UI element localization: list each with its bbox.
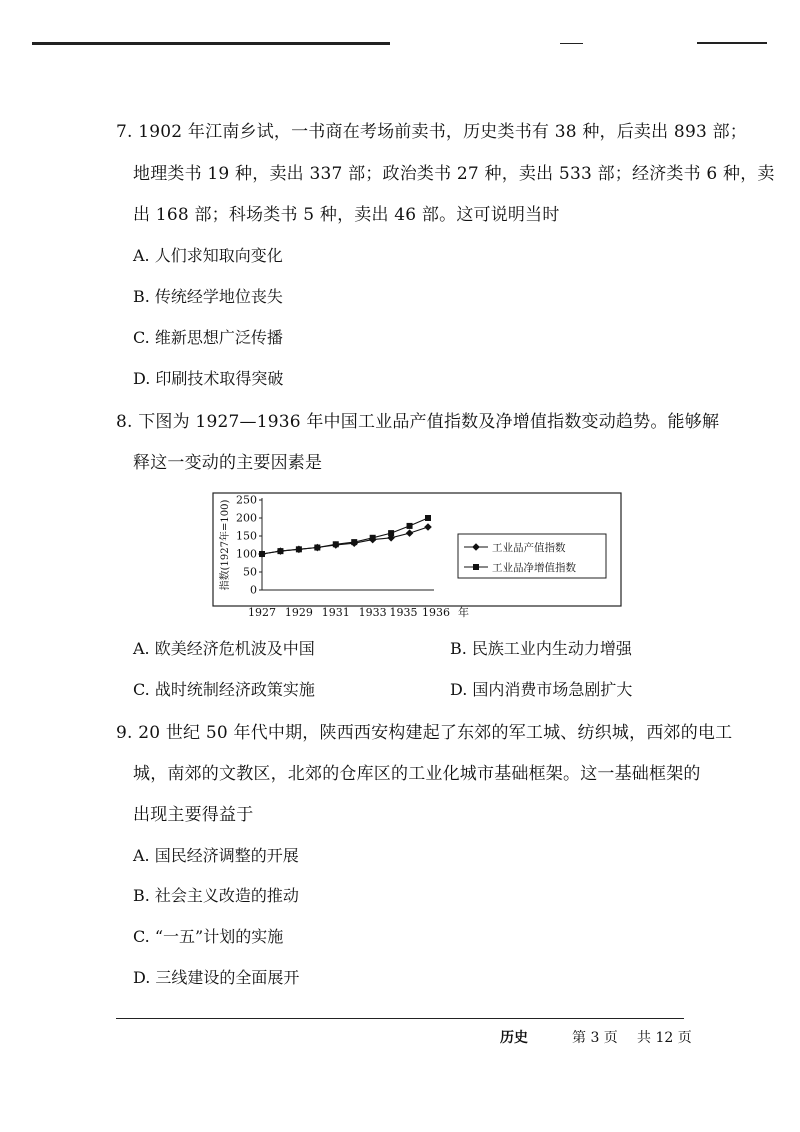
data-point-square bbox=[296, 546, 302, 552]
question-9-line-3: 出现主要得益于 bbox=[133, 805, 254, 825]
data-point-diamond bbox=[424, 523, 432, 531]
x-tick-label: 1929 bbox=[284, 606, 313, 618]
legend-marker-square bbox=[473, 564, 479, 570]
y-tick-label: 0 bbox=[250, 583, 257, 597]
top-rule-right bbox=[697, 42, 767, 44]
question-9-option-d[interactable]: D. 三线建设的全面展开 bbox=[133, 968, 300, 987]
top-rule-middle bbox=[560, 43, 583, 44]
data-point-square bbox=[388, 530, 394, 536]
footer-page-number: 第 3 页 bbox=[572, 1030, 618, 1046]
x-tick-label: 1935 bbox=[389, 606, 418, 618]
data-point-square bbox=[370, 535, 376, 541]
question-8-option-d[interactable]: D. 国内消费市场急剧扩大 bbox=[450, 680, 633, 699]
data-point-square bbox=[277, 548, 283, 554]
question-7-line-1: 7. 1902 年江南乡试，一书商在考场前卖书，历史类书有 38 种，后卖出 893 部； bbox=[116, 122, 747, 142]
question-7-option-d[interactable]: D. 印刷技术取得突破 bbox=[133, 369, 284, 388]
footer-rule bbox=[116, 1018, 684, 1019]
question-8-chart bbox=[212, 492, 622, 618]
footer-total-pages: 共 12 页 bbox=[637, 1030, 692, 1046]
x-tick-label: 1927 bbox=[248, 606, 276, 618]
question-7-option-c[interactable]: C. 维新思想广泛传播 bbox=[133, 328, 283, 347]
y-tick-label: 50 bbox=[243, 565, 257, 579]
data-point-square bbox=[333, 541, 339, 547]
y-axis-label: 指数(1927年=100) bbox=[220, 499, 231, 591]
question-7-option-b[interactable]: B. 传统经学地位丧失 bbox=[133, 287, 283, 306]
legend-label: 工业品产值指数 bbox=[492, 542, 566, 554]
y-tick-label: 100 bbox=[236, 547, 257, 561]
x-axis-unit: 年 bbox=[458, 606, 469, 618]
question-8-option-a[interactable]: A. 欧美经济危机波及中国 bbox=[133, 639, 315, 658]
question-7-line-3: 出 168 部；科场类书 5 种，卖出 46 部。这可说明当时 bbox=[133, 205, 560, 225]
question-8-line-1: 8. 下图为 1927—1936 年中国工业品产值指数及净增值指数变动趋势。能够解 bbox=[116, 412, 720, 432]
series-line-2 bbox=[262, 518, 428, 554]
x-tick-label: 1933 bbox=[358, 606, 387, 618]
x-tick-label: 1936 bbox=[422, 606, 450, 618]
question-9-line-2: 城，南郊的文教区，北郊的仓库区的工业化城市基础框架。这一基础框架的 bbox=[133, 764, 701, 784]
question-9-line-1: 9. 20 世纪 50 年代中期，陕西西安构建起了东郊的军工城、纺织城，西郊的电工 bbox=[116, 723, 733, 743]
question-8-option-c[interactable]: C. 战时统制经济政策实施 bbox=[133, 680, 315, 699]
question-9-option-b[interactable]: B. 社会主义改造的推动 bbox=[133, 886, 299, 905]
x-tick-label: 1931 bbox=[321, 606, 350, 618]
data-point-square bbox=[407, 523, 413, 529]
data-point-diamond bbox=[406, 529, 414, 537]
y-tick-label: 150 bbox=[236, 529, 257, 543]
data-point-square bbox=[314, 545, 320, 551]
y-tick-label: 250 bbox=[236, 493, 257, 507]
legend-label: 工业品净增值指数 bbox=[492, 562, 576, 574]
question-7-option-a[interactable]: A. 人们求知取向变化 bbox=[133, 246, 283, 265]
question-7-line-2: 地理类书 19 种，卖出 337 部；政治类书 27 种，卖出 533 部；经济类书 6 种，卖 bbox=[133, 164, 775, 184]
data-point-square bbox=[351, 539, 357, 545]
question-8-line-2: 释这一变动的主要因素是 bbox=[133, 453, 323, 473]
y-tick-label: 200 bbox=[236, 511, 257, 525]
data-point-square bbox=[425, 515, 431, 521]
question-9-option-a[interactable]: A. 国民经济调整的开展 bbox=[133, 846, 299, 865]
chart-svg bbox=[212, 492, 622, 618]
question-8-option-b[interactable]: B. 民族工业内生动力增强 bbox=[450, 639, 632, 658]
data-point-square bbox=[259, 551, 265, 557]
top-rule-left bbox=[32, 42, 390, 45]
footer-subject: 历史 bbox=[500, 1030, 528, 1046]
question-9-option-c[interactable]: C. “一五”计划的实施 bbox=[133, 927, 284, 946]
